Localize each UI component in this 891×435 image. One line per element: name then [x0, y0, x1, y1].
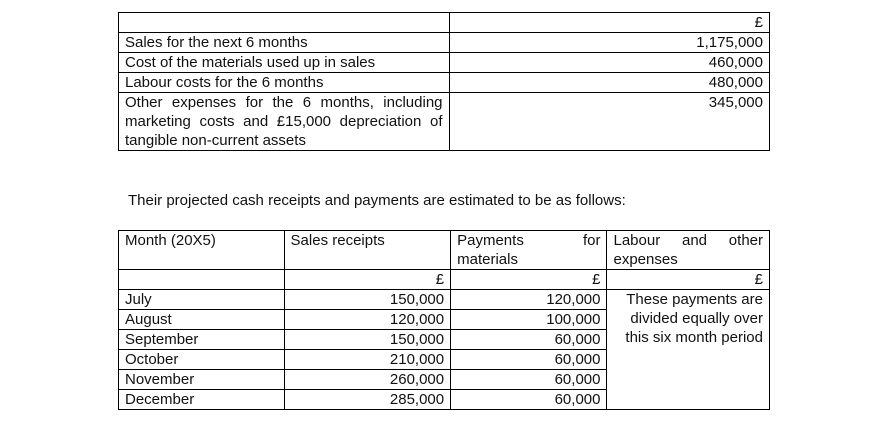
table-row — [119, 13, 770, 33]
row-value: 460,000 — [449, 53, 769, 73]
sales-cell: 285,000 — [284, 390, 451, 410]
payments-cell: 60,000 — [451, 350, 607, 370]
table-row — [119, 93, 770, 151]
table-row — [119, 73, 770, 93]
payments-header-for: for — [582, 232, 601, 249]
row-value: 345,000 — [449, 93, 769, 151]
row-label: Labour costs for the 6 months — [119, 73, 450, 93]
budget-table — [118, 12, 770, 151]
table-row — [119, 33, 770, 53]
row-value: 480,000 — [449, 73, 769, 93]
table-row — [119, 53, 770, 73]
sales-header: Sales receipts — [284, 231, 451, 270]
labour-header: Labour and other expenses — [607, 231, 770, 270]
currency-cell: £ — [284, 270, 451, 290]
payments-header — [451, 231, 607, 270]
labour-note: These payments are divided equally over this six month period — [607, 290, 770, 410]
month-cell: October — [119, 350, 285, 370]
currency-cell: £ — [451, 270, 607, 290]
row-label: Other expenses for the 6 months, including marketing costs and £15,000 depreciation of tangible non-current assets — [119, 93, 450, 151]
payments-cell: 100,000 — [451, 310, 607, 330]
month-cell: July — [119, 290, 285, 310]
currency-row — [119, 270, 770, 290]
intro-text: Their projected cash receipts and payments are estimated to be as follows: — [128, 192, 626, 209]
row-label: Sales for the next 6 months — [119, 33, 450, 53]
currency-cell: £ — [607, 270, 770, 290]
payments-header-materials: materials — [457, 251, 518, 268]
sales-cell: 120,000 — [284, 310, 451, 330]
sales-cell: 150,000 — [284, 330, 451, 350]
month-header: Month (20X5) — [119, 231, 285, 270]
table-cell — [119, 270, 285, 290]
month-cell: December — [119, 390, 285, 410]
row-value: 1,175,000 — [449, 33, 769, 53]
table-row — [119, 290, 770, 310]
month-cell: September — [119, 330, 285, 350]
sales-cell: 210,000 — [284, 350, 451, 370]
month-cell: August — [119, 310, 285, 330]
payments-cell: 120,000 — [451, 290, 607, 310]
currency-header: £ — [449, 13, 769, 33]
header-row — [119, 231, 770, 270]
sales-cell: 260,000 — [284, 370, 451, 390]
row-label: Cost of the materials used up in sales — [119, 53, 450, 73]
table-cell — [119, 13, 450, 33]
sales-cell: 150,000 — [284, 290, 451, 310]
payments-header-word: Payments — [457, 232, 524, 249]
payments-cell: 60,000 — [451, 370, 607, 390]
payments-cell: 60,000 — [451, 390, 607, 410]
payments-cell: 60,000 — [451, 330, 607, 350]
month-cell: November — [119, 370, 285, 390]
cash-table — [118, 230, 770, 410]
